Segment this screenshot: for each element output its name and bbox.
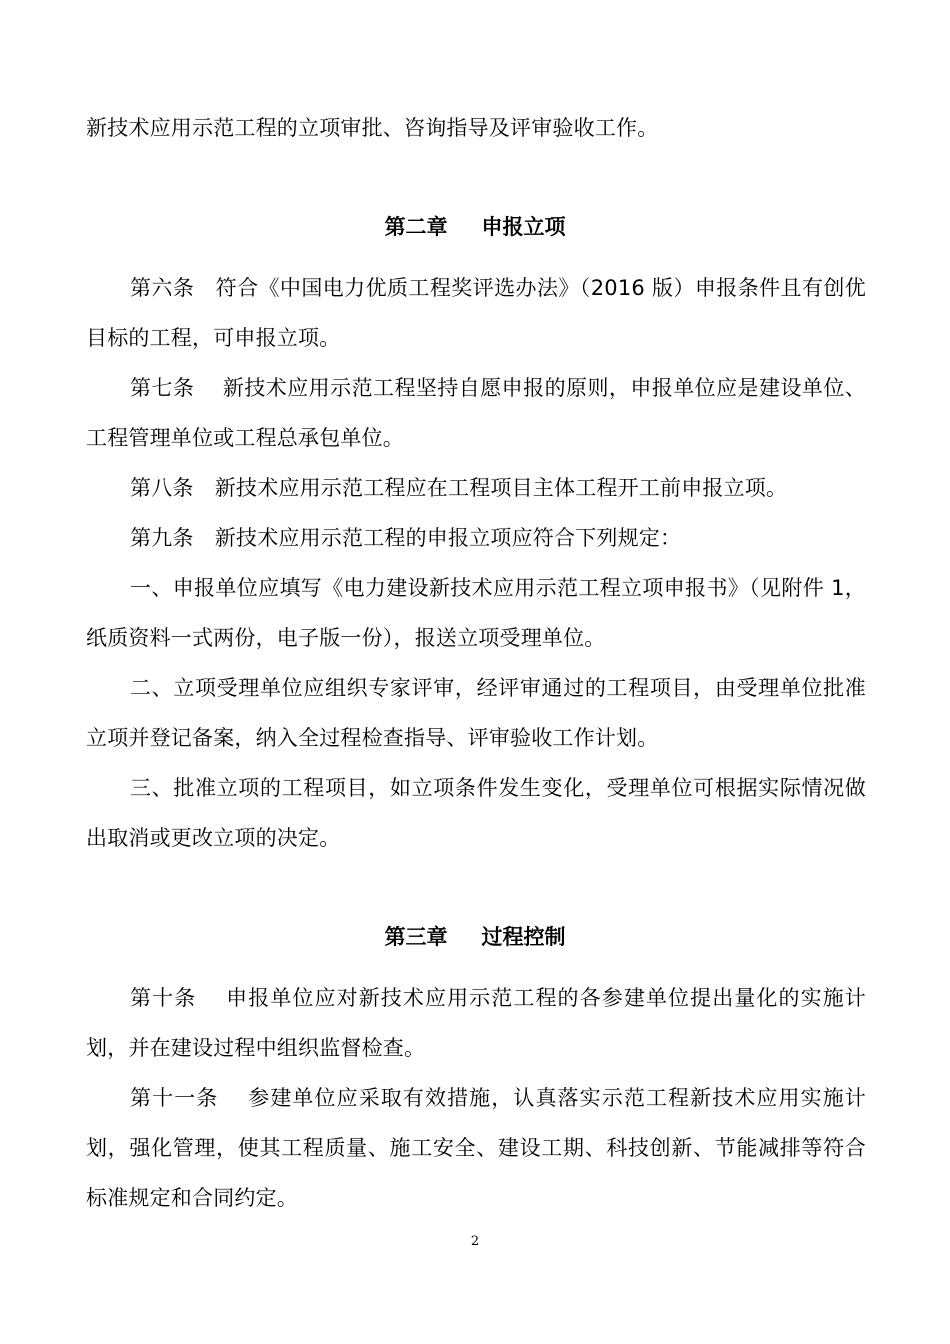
chapter-title: 申报立项 — [481, 215, 566, 239]
chapter-heading-2 — [0, 212, 950, 242]
chapter-number: 第三章 — [384, 925, 448, 949]
article-10: 第十条 申报单位应对新技术应用示范工程的各参建单位提出量化的实施计划，并在建设过程中组织监督检查。 — [86, 986, 866, 1060]
clause-3: 三、批准立项的工程项目，如立项条件发生变化，受理单位可根据实际情况做出取消或更改立项的决定。 — [86, 776, 866, 850]
article-11: 第十一条 参建单位应采取有效措施，认真落实示范工程新技术应用实施计划，强化管理，使其工程质量、施工安全、建设工期、科技创新、节能减排等符合标准规定和合同约定。 — [86, 1086, 866, 1210]
article-7: 第七条 新技术应用示范工程坚持自愿申报的原则，申报单位应是建设单位、工程管理单位或工程总承包单位。 — [86, 376, 866, 450]
chapter-title: 过程控制 — [481, 925, 566, 949]
clause-2: 二、立项受理单位应组织专家评审，经评审通过的工程项目，由受理单位批准立项并登记备案，纳入全过程检查指导、评审验收工作计划。 — [86, 676, 866, 750]
article-8: 第八条 新技术应用示范工程应在工程项目主体工程开工前申报立项。 — [130, 476, 788, 500]
clause-1: 一、申报单位应填写《电力建设新技术应用示范工程立项申报书》（见附件 1，纸质资料一式两份，电子版一份），报送立项受理单位。 — [86, 576, 866, 650]
paragraph-continuation: 新技术应用示范工程的立项审批、咨询指导及评审验收工作。 — [86, 116, 659, 140]
article-6: 第六条 符合《中国电力优质工程奖评选办法》（2016 版）申报条件且有创优目标的工程，可申报立项。 — [86, 276, 866, 350]
article-9: 第九条 新技术应用示范工程的申报立项应符合下列规定： — [130, 526, 682, 550]
page-number: 2 — [470, 1234, 480, 1249]
chapter-number: 第二章 — [384, 215, 448, 239]
chapter-heading-3 — [0, 922, 950, 952]
